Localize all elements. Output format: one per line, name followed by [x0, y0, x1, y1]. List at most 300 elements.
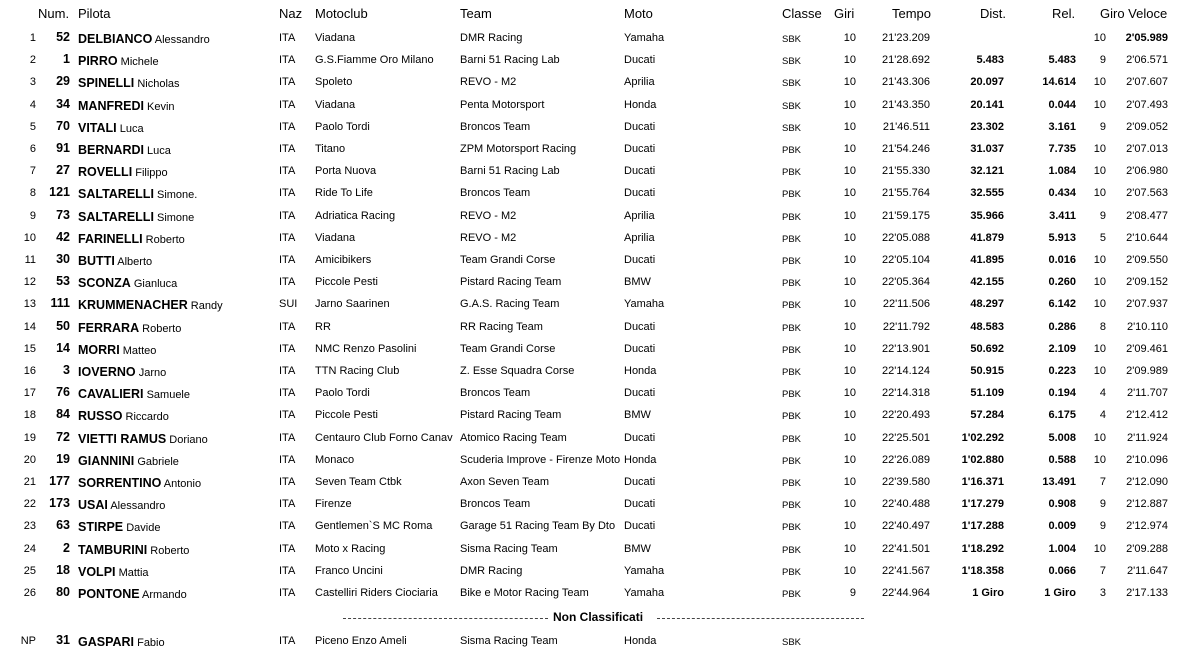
team: Team Grandi Corse — [460, 254, 556, 266]
team: RR Racing Team — [460, 320, 543, 333]
motorcycle: Ducati — [624, 165, 656, 178]
fastest-lap-number: 8 — [1099, 320, 1106, 333]
race-number: 42 — [56, 229, 70, 244]
fastest-lap-time: 2'06.571 — [1126, 54, 1168, 67]
gap-to-previous: 0.223 — [1048, 365, 1076, 377]
total-time: 21'54.246 — [882, 143, 930, 155]
class: PBK — [782, 322, 802, 334]
gap-to-leader: 1 Giro — [972, 587, 1004, 599]
motorcycle: Yamaha — [624, 587, 665, 599]
laps: 10 — [843, 98, 856, 111]
fastest-lap-number: 10 — [1093, 254, 1106, 266]
rider-name — [78, 187, 278, 201]
fastest-lap-time: 2'10.096 — [1126, 453, 1168, 466]
motoclub: Firenze — [315, 498, 352, 511]
fastest-lap-number: 3 — [1099, 587, 1106, 599]
position: 20 — [23, 453, 36, 466]
team: Atomico Racing Team — [460, 431, 567, 444]
rider-name — [78, 298, 278, 312]
rider-name — [78, 254, 278, 268]
fastest-lap-number: 10 — [1093, 76, 1106, 89]
rider-name — [78, 565, 278, 579]
laps: 10 — [843, 54, 856, 67]
nationality: ITA — [279, 431, 296, 444]
table-row — [0, 183, 1188, 205]
total-time: 22'39.580 — [882, 476, 930, 488]
position: 25 — [23, 564, 36, 577]
total-time: 21'55.764 — [882, 187, 930, 200]
position: 19 — [23, 431, 36, 444]
motoclub: Paolo Tordi — [315, 120, 370, 133]
laps: 10 — [843, 365, 856, 377]
nationality: SUI — [279, 298, 298, 311]
laps: 10 — [843, 254, 856, 266]
header-rel: Rel. — [1052, 6, 1076, 21]
gap-to-leader: 48.583 — [970, 320, 1004, 333]
class: PBK — [782, 411, 802, 423]
rider-first-name: Nicholas — [137, 78, 180, 91]
team: Sisma Racing Team — [460, 635, 558, 647]
race-number: 91 — [56, 141, 70, 155]
class: PBK — [782, 500, 802, 512]
header-pilota: Pilota — [78, 6, 111, 21]
header-motoclub: Motoclub — [315, 6, 368, 21]
gap-to-leader: 31.037 — [970, 143, 1004, 155]
laps: 10 — [843, 32, 856, 44]
motoclub: Ride To Life — [315, 187, 373, 200]
fastest-lap-time: 2'09.152 — [1126, 276, 1168, 289]
rider-last-name: GIANNINI — [78, 453, 135, 468]
laps: 10 — [843, 120, 856, 133]
laps: 10 — [843, 564, 856, 577]
team: Scuderia Improve - Firenze Moto — [460, 453, 620, 466]
rider-last-name: FARINELLI — [78, 231, 143, 246]
rider-name — [78, 143, 278, 157]
gap-to-previous: 0.016 — [1048, 254, 1076, 266]
rider-last-name: BUTTI — [78, 254, 115, 268]
motorcycle: Ducati — [624, 387, 656, 400]
fastest-lap-number: 5 — [1099, 231, 1106, 244]
position: NP — [20, 635, 36, 647]
motorcycle: BMW — [624, 409, 651, 422]
fastest-lap-number: 10 — [1093, 98, 1106, 111]
motorcycle: Ducati — [624, 431, 656, 444]
rider-last-name: MORRI — [78, 342, 120, 357]
rider-name — [78, 520, 278, 534]
motorcycle: Ducati — [624, 120, 656, 133]
rider-first-name: Gianluca — [133, 278, 178, 291]
rider-last-name: MANFREDI — [78, 98, 144, 113]
nationality: ITA — [279, 209, 296, 222]
rider-name — [78, 365, 278, 379]
motoclub: Piccole Pesti — [315, 409, 378, 422]
rider-name — [78, 121, 278, 135]
rider-first-name: Riccardo — [125, 411, 169, 424]
fastest-lap-number: 10 — [1093, 165, 1106, 178]
total-time: 22'26.089 — [882, 453, 930, 466]
fastest-lap-number: 10 — [1093, 365, 1106, 377]
rider-first-name: Davide — [126, 522, 161, 535]
laps: 10 — [843, 209, 856, 222]
total-time: 22'41.567 — [882, 564, 930, 577]
rider-last-name: PONTONE — [78, 587, 140, 601]
rider-last-name: VOLPI — [78, 564, 116, 579]
motoclub: Titano — [315, 143, 346, 155]
rider-first-name: Matteo — [122, 344, 157, 357]
motorcycle: Aprilia — [624, 231, 655, 244]
gap-to-leader: 51.109 — [970, 387, 1004, 400]
rider-last-name: CAVALIERI — [78, 387, 144, 402]
position: 2 — [29, 54, 36, 67]
motorcycle: Yamaha — [624, 298, 665, 311]
race-number: 121 — [49, 185, 70, 200]
motoclub: Paolo Tordi — [315, 387, 370, 400]
race-number: 76 — [56, 385, 70, 400]
header-team: Team — [460, 6, 492, 21]
rider-first-name: Roberto — [142, 322, 182, 335]
gap-to-leader: 50.692 — [970, 342, 1004, 355]
team: Z. Esse Squadra Corse — [460, 365, 575, 377]
motoclub: Seven Team Ctbk — [315, 476, 402, 488]
rider-first-name: Alessandro — [154, 34, 210, 46]
rider-last-name: KRUMMENACHER — [78, 298, 188, 313]
class: PBK — [782, 145, 802, 156]
race-number: 50 — [56, 318, 70, 333]
motorcycle: Aprilia — [624, 209, 655, 222]
race-number: 63 — [56, 518, 70, 533]
rider-name — [78, 210, 278, 224]
table-row — [0, 383, 1188, 405]
laps: 10 — [843, 231, 856, 244]
table-row — [0, 450, 1188, 472]
race-number: 19 — [56, 451, 70, 466]
fastest-lap-time: 2'11.647 — [1126, 564, 1168, 577]
nationality: ITA — [279, 98, 296, 111]
header-dist: Dist. — [980, 6, 1006, 21]
motoclub: RR — [315, 320, 331, 333]
motorcycle: Honda — [624, 98, 657, 111]
position: 1 — [29, 32, 36, 44]
race-number: 177 — [49, 474, 70, 488]
fastest-lap-time: 2'09.550 — [1126, 254, 1168, 266]
motoclub: Franco Uncini — [315, 564, 383, 577]
nationality: ITA — [279, 564, 296, 577]
class: PBK — [782, 389, 802, 401]
team: DMR Racing — [460, 32, 523, 44]
rider-last-name: PIRRO — [78, 54, 118, 69]
total-time: 22'44.964 — [882, 587, 930, 599]
laps: 10 — [843, 453, 856, 466]
fastest-lap-time: 2'17.133 — [1126, 587, 1168, 599]
gap-to-previous: 0.044 — [1048, 98, 1076, 111]
rider-name — [78, 321, 278, 335]
class: SBK — [782, 78, 802, 90]
motoclub: Adriatica Racing — [315, 209, 396, 222]
motorcycle: Ducati — [624, 342, 656, 355]
motoclub: Viadana — [315, 98, 356, 111]
rider-name — [78, 454, 278, 468]
position: 12 — [23, 276, 36, 289]
table-row — [0, 95, 1188, 117]
nationality: ITA — [279, 453, 296, 466]
table-row — [0, 50, 1188, 72]
motorcycle: Ducati — [624, 498, 656, 511]
motoclub: Centauro Club Forno Canav — [315, 431, 453, 444]
rider-last-name: SALTARELLI — [78, 187, 154, 202]
laps: 10 — [843, 431, 856, 444]
class: PBK — [782, 455, 802, 467]
motorcycle: Ducati — [624, 143, 656, 155]
fastest-lap-number: 7 — [1099, 564, 1106, 577]
team: Barni 51 Racing Lab — [460, 165, 560, 178]
laps: 10 — [843, 476, 856, 488]
class: PBK — [782, 544, 802, 556]
rider-name — [78, 409, 278, 423]
total-time: 21'46.511 — [882, 120, 930, 133]
table-row — [0, 317, 1188, 339]
race-number: 27 — [56, 163, 70, 178]
team: ZPM Motorsport Racing — [460, 143, 577, 155]
fastest-lap-time: 2'06.980 — [1126, 165, 1168, 178]
race-number: 18 — [56, 562, 70, 577]
header-naz: Naz — [279, 6, 303, 21]
gap-to-leader: 1'18.292 — [961, 542, 1004, 555]
laps: 10 — [843, 342, 856, 355]
table-row — [0, 139, 1188, 161]
nationality: ITA — [279, 320, 296, 333]
motoclub: Viadana — [315, 32, 356, 44]
rider-first-name: Antonio — [163, 478, 202, 490]
motoclub: Amicibikers — [315, 254, 372, 266]
gap-to-previous: 1.084 — [1048, 165, 1076, 178]
rider-first-name: Simone — [156, 211, 195, 224]
team: Pistard Racing Team — [460, 276, 562, 289]
fastest-lap-time: 2'10.110 — [1126, 320, 1168, 333]
rider-first-name: Filippo — [135, 167, 168, 180]
rider-first-name: Doriano — [169, 433, 208, 446]
nationality: ITA — [279, 120, 296, 133]
fastest-lap-number: 9 — [1099, 209, 1106, 222]
rider-name — [78, 343, 278, 357]
header-giro-veloce: Giro Veloce — [1100, 6, 1168, 21]
class: SBK — [782, 637, 802, 648]
team: Penta Motorsport — [460, 98, 545, 111]
motoclub: Porta Nuova — [315, 165, 377, 178]
motorcycle: Ducati — [624, 520, 656, 533]
gap-to-leader: 32.555 — [970, 187, 1004, 200]
motorcycle: Ducati — [624, 254, 656, 266]
gap-to-leader: 20.141 — [970, 98, 1004, 111]
gap-to-previous: 0.588 — [1048, 453, 1076, 466]
table-row — [0, 117, 1188, 139]
position: 9 — [29, 209, 36, 222]
position: 23 — [23, 520, 36, 533]
rider-last-name: SCONZA — [78, 276, 131, 291]
total-time: 22'05.104 — [882, 254, 930, 266]
gap-to-previous: 0.009 — [1048, 520, 1076, 533]
class: PBK — [782, 278, 802, 290]
nationality: ITA — [279, 342, 296, 355]
rider-first-name: Luca — [147, 145, 171, 157]
header-tempo: Tempo — [892, 6, 932, 21]
gap-to-leader: 57.284 — [970, 409, 1004, 422]
gap-to-leader: 48.297 — [970, 298, 1004, 311]
fastest-lap-time: 2'12.412 — [1126, 409, 1168, 422]
race-number: 31 — [56, 633, 70, 647]
gap-to-previous: 6.142 — [1048, 298, 1076, 311]
rider-first-name: Randy — [190, 300, 223, 313]
non-classified-label: Non Classificati — [553, 610, 644, 624]
total-time: 22'20.493 — [882, 409, 930, 422]
gap-to-leader: 50.915 — [970, 365, 1004, 377]
motorcycle: BMW — [624, 276, 651, 289]
non-classified-separator — [0, 610, 1188, 626]
gap-to-previous: 0.194 — [1048, 387, 1076, 400]
gap-to-leader: 42.155 — [970, 276, 1004, 289]
position: 5 — [29, 120, 36, 133]
motorcycle: Ducati — [624, 320, 656, 333]
gap-to-previous: 0.908 — [1048, 498, 1076, 511]
rider-first-name: Fabio — [137, 637, 165, 649]
laps: 10 — [843, 320, 856, 333]
fastest-lap-time: 2'11.707 — [1126, 387, 1168, 400]
rider-name — [78, 232, 278, 246]
motorcycle: Ducati — [624, 187, 656, 200]
total-time: 22'11.506 — [882, 298, 930, 311]
rider-last-name: ROVELLI — [78, 165, 133, 180]
class: PBK — [782, 167, 802, 179]
gap-to-previous: 13.491 — [1042, 476, 1076, 488]
rider-last-name: USAI — [78, 498, 108, 513]
motoclub: Piceno Enzo Ameli — [315, 635, 407, 647]
team: Broncos Team — [460, 187, 531, 200]
gap-to-previous: 5.913 — [1048, 231, 1076, 244]
header-moto: Moto — [624, 6, 653, 21]
position: 22 — [23, 498, 36, 511]
nationality: ITA — [279, 254, 296, 266]
gap-to-previous: 14.614 — [1042, 76, 1076, 89]
header-classe: Classe — [782, 6, 822, 21]
gap-to-leader: 41.895 — [970, 254, 1004, 266]
table-row — [0, 272, 1188, 294]
rider-last-name: TAMBURINI — [78, 542, 148, 557]
motoclub: Monaco — [315, 453, 355, 466]
table-row — [0, 516, 1188, 538]
rider-last-name: FERRARA — [78, 320, 140, 335]
nationality: ITA — [279, 32, 296, 44]
class: PBK — [782, 566, 802, 578]
race-number: 80 — [56, 585, 70, 599]
race-number: 14 — [56, 340, 70, 355]
motorcycle: Honda — [624, 635, 657, 647]
position: 26 — [23, 587, 36, 599]
team: Barni 51 Racing Lab — [460, 54, 560, 67]
laps: 10 — [843, 542, 856, 555]
fastest-lap-time: 2'12.090 — [1126, 476, 1168, 488]
race-number: 73 — [56, 207, 70, 222]
race-number: 84 — [56, 407, 70, 422]
position: 21 — [23, 476, 36, 488]
team: REVO - M2 — [460, 209, 517, 222]
team: Bike e Motor Racing Team — [460, 587, 589, 599]
gap-to-previous: 6.175 — [1048, 409, 1076, 422]
total-time: 22'40.497 — [882, 520, 930, 533]
nationality: ITA — [279, 54, 296, 67]
position: 17 — [23, 387, 36, 400]
gap-to-leader: 1'02.292 — [961, 431, 1004, 444]
rider-last-name: SALTARELLI — [78, 209, 154, 224]
rider-last-name: DELBIANCO — [78, 32, 153, 46]
total-time: 22'05.364 — [882, 276, 930, 289]
class: PBK — [782, 256, 802, 267]
gap-to-leader: 1'16.371 — [961, 476, 1004, 488]
race-number: 70 — [56, 118, 70, 133]
nationality: ITA — [279, 498, 296, 511]
position: 11 — [24, 254, 36, 266]
rider-first-name: Armando — [142, 589, 187, 601]
table-row — [0, 250, 1188, 272]
laps: 10 — [843, 165, 856, 178]
laps: 10 — [843, 187, 856, 200]
total-time: 22'41.501 — [882, 542, 930, 555]
gap-to-previous: 7.735 — [1048, 143, 1076, 155]
motoclub: Moto x Racing — [315, 542, 386, 555]
laps: 10 — [843, 298, 856, 311]
fastest-lap-number: 10 — [1093, 542, 1106, 555]
position: 15 — [23, 342, 36, 355]
gap-to-previous: 5.008 — [1048, 431, 1076, 444]
class: PBK — [782, 211, 802, 223]
table-row — [0, 583, 1188, 605]
total-time: 21'43.350 — [882, 98, 930, 111]
rider-name — [78, 99, 278, 113]
nationality: ITA — [279, 143, 296, 155]
fastest-lap-number: 9 — [1099, 520, 1106, 533]
fastest-lap-time: 2'09.461 — [1126, 342, 1168, 355]
nationality: ITA — [279, 165, 296, 178]
rider-first-name: Simone. — [156, 189, 198, 202]
motorcycle: Yamaha — [624, 564, 665, 577]
motoclub: NMC Renzo Pasolini — [315, 342, 417, 355]
motoclub: Spoleto — [315, 76, 353, 89]
team: REVO - M2 — [460, 231, 517, 244]
team: Broncos Team — [460, 498, 531, 511]
motorcycle: Ducati — [624, 54, 656, 67]
rider-first-name: Alberto — [117, 256, 153, 268]
class: PBK — [782, 478, 802, 489]
total-time: 22'11.792 — [882, 320, 930, 333]
nationality: ITA — [279, 542, 296, 555]
motoclub: TTN Racing Club — [315, 365, 400, 377]
gap-to-previous: 2.109 — [1048, 342, 1076, 355]
gap-to-previous: 1.004 — [1048, 542, 1076, 555]
header-num: Num. — [38, 6, 70, 21]
total-time: 22'14.318 — [882, 387, 930, 400]
motorcycle: Honda — [624, 453, 657, 466]
nationality: ITA — [279, 365, 296, 377]
gap-to-leader: 23.302 — [970, 120, 1004, 133]
laps: 10 — [843, 276, 856, 289]
fastest-lap-time: 2'09.052 — [1126, 120, 1168, 133]
class: SBK — [782, 56, 802, 68]
total-time: 21'59.175 — [882, 209, 930, 222]
laps: 10 — [843, 143, 856, 155]
class: SBK — [782, 100, 802, 112]
team: REVO - M2 — [460, 76, 517, 89]
team: Garage 51 Racing Team By Dto — [460, 520, 616, 533]
table-row — [0, 161, 1188, 183]
motoclub: Jarno Saarinen — [315, 298, 390, 311]
